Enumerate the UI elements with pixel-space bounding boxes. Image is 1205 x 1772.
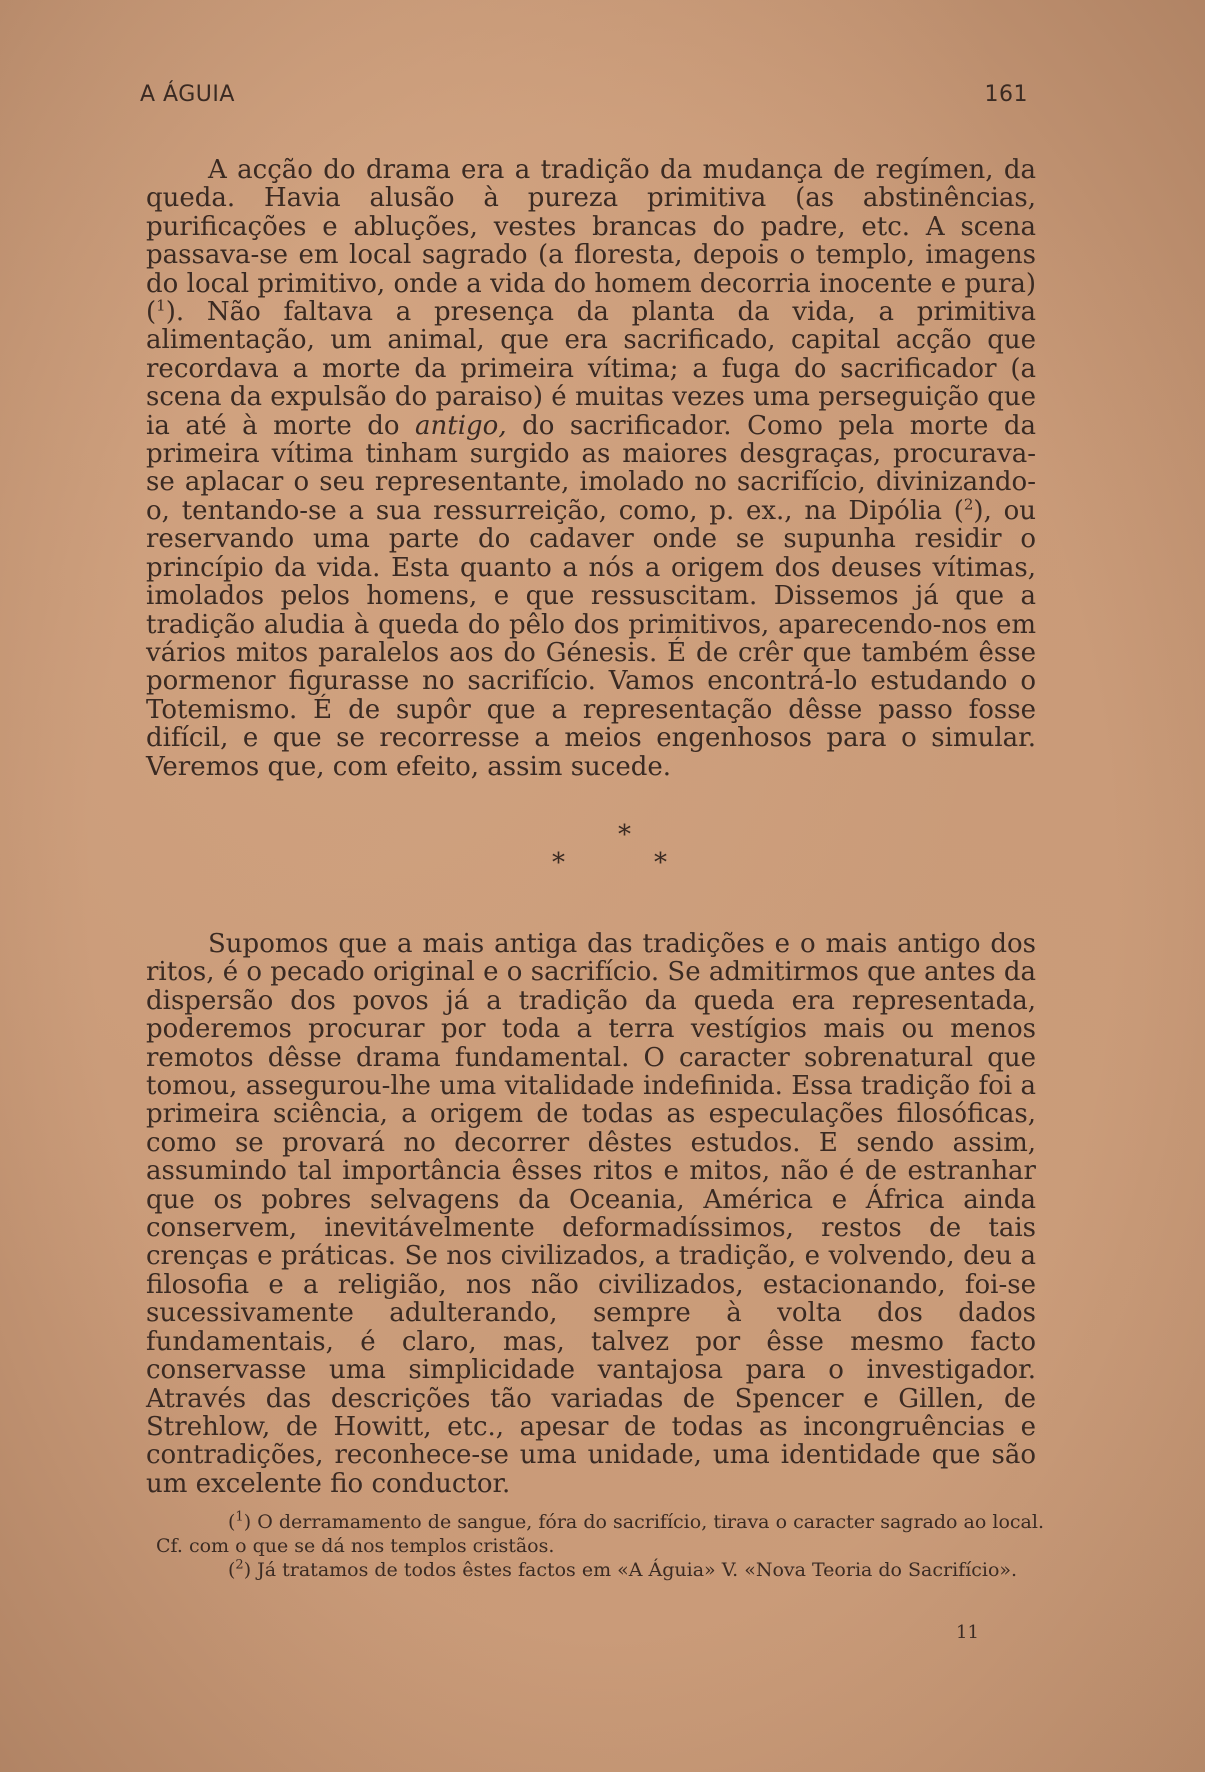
footnote-ref-2: 2	[963, 495, 974, 514]
footnote-2-text: Já tratamos de todos êstes factos em «A Águia» V. «Nova Teoria do Sacrifício».	[257, 1559, 1018, 1581]
paragraph-drama-action	[146, 156, 1036, 781]
paragraph1-text-c: do sacrificador. Como pela morte da primeira vítima tinham surgido as maiores desgraças, procurava-se aplacar o seu representante, imolado no sacrifício, divinizando-o, tentando-se a sua ressurreição, como, p. ex., na Dipólia (	[146, 410, 1036, 526]
running-head	[140, 82, 1028, 112]
page-number: 161	[984, 82, 1028, 107]
asterism-star-top: *	[618, 820, 631, 850]
footnote-1-text: O derramamento de sangue, fóra do sacrifício, tirava o caracter sagrado ao local. Cf. com o que se dá nos templos cristãos.	[156, 1511, 1045, 1557]
footnote-1: ($^1$) O derramamento de sangue, fóra do sacrifício, tirava o caracter sagrado ao local. Cf. com o que se dá nos templos cristãos.	[156, 1509, 1045, 1557]
footnote-1-marker: 1	[235, 1509, 244, 1525]
journal-title: A ÁGUIA	[140, 82, 235, 107]
asterism-star-left: *	[552, 848, 565, 878]
footnote-2-marker: 2	[235, 1557, 244, 1573]
asterism-divider	[0, 820, 1205, 880]
paragraph-original-sin	[146, 930, 1036, 1498]
paragraph1-italic-word: antigo,	[415, 410, 507, 441]
paragraph1-text-d: ), ou reservando uma parte do cadaver onde se supunha residir o princípio da vida. Esta quanto a nós a origem dos deuses vítimas, imolados pelos homens, e que ressuscitam. Dissemos já que a tradição aludia à queda do pêlo dos primitivos, aparecendo-nos em vários mitos paralelos aos do Génesis. É de crêr que também êsse pormenor figurasse no sacrifício. Vamos encontrá-lo estudando o Totemismo. É de supôr que a representação dêsse passo fosse difícil, e que se recorresse a meios engenhosos para o simular. Veremos que, com efeito, assim sucede.	[146, 495, 1037, 782]
footnote-2: ($^2$) Já tratamos de todos êstes factos em «A Águia» V. «Nova Teoria do Sacrifício».	[228, 1557, 1018, 1581]
paragraph1-text-b: ). Não faltava a presença da planta da vida, a primitiva alimentação, um animal, que era sacrificado, capital acção que recordava a morte da primeira vítima; a fuga do sacrificador (a scena da expulsão do paraiso) é muitas vezes uma perseguição que ia até à morte do	[146, 297, 1036, 441]
printer-signature: 11	[956, 1622, 979, 1643]
paragraph1-text-a: A acção do drama era a tradição da mudança de regímen, da queda. Havia alusão à pureza primitiva (as abstinências, purificações e abluções, vestes brancas do padre, etc. A scena passava-se em local sagrado (a floresta, depois o templo, imagens do local primitivo, onde a vida do homem decorria inocente e pura) (	[146, 155, 1036, 328]
footnotes	[156, 1510, 1044, 1582]
footnote-ref-1: 1	[156, 296, 166, 315]
asterism-star-right: *	[654, 848, 667, 878]
paragraph2-text: Supomos que a mais antiga das tradições e o mais antigo dos ritos, é o pecado original e o sacrifício. Se admitirmos que antes da dispersão dos povos já a tradição da queda era representada, poderemos procurar por toda a terra vestígios mais ou menos remotos dêsse drama fundamental. O caracter sobrenatural que tomou, assegurou-lhe uma vitalidade indefinida. Essa tradição foi a primeira sciência, a origem de todas as especulações filosóficas, como se provará no decorrer dêstes estudos. E sendo assim, assumindo tal importância êsses ritos e mitos, não é de estranhar que os pobres selvagens da Oceania, América e África ainda conservem, inevitávelmente deformadíssimos, restos de tais crenças e práticas. Se nos civilizados, a tradição, e volvendo, deu a filosofia e a religião, nos não civilizados, estacionando, foi-se sucessivamente adulterando, sempre à volta dos dados fundamentais, é claro, mas, talvez por êsse mesmo facto conservasse uma simplicidade vantajosa para o investigador. Através das descrições tão variadas de Spencer e Gillen, de Strehlow, de Howitt, etc., apesar de todas as incongruências e contradições, reconhece-se uma unidade, uma identidade que são um excelente fio conductor.	[146, 929, 1036, 1499]
